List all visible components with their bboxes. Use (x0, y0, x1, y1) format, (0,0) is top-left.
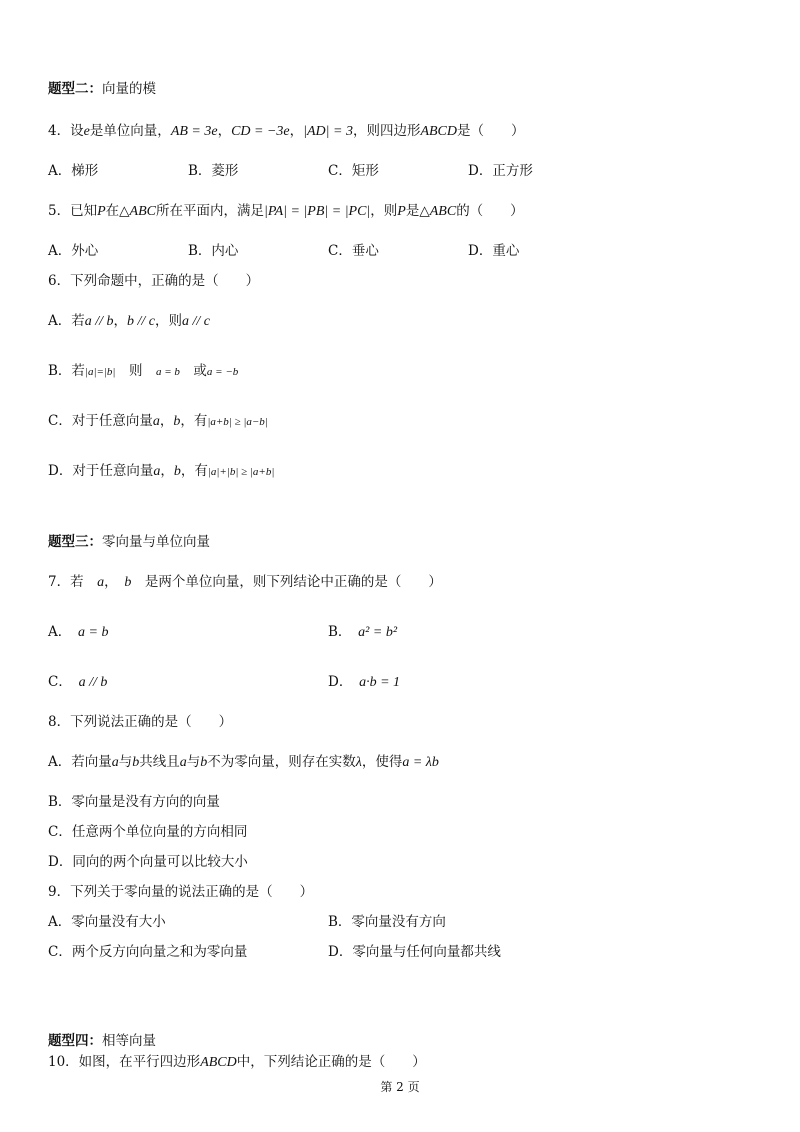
section-heading-4 (48, 1032, 156, 1050)
q9-option-a: A．零向量没有大小 (48, 914, 166, 930)
q8-option-c: C．任意两个单位向量的方向相同 (48, 824, 248, 840)
q4-option-b: B．菱形 (188, 163, 239, 179)
vector-e: e (83, 124, 90, 139)
q7-option-b: B． a² = b² (328, 624, 398, 640)
formula-cd: CD = −3e (231, 124, 290, 139)
q5-option-d: D．重心 (468, 243, 520, 259)
question-6-stem: 6．下列命题中，正确的是（ ） (48, 273, 260, 289)
q4-option-c: C．矩形 (328, 163, 379, 179)
q8-option-d: D．同向的两个向量可以比较大小 (48, 854, 248, 870)
page-number: 第 2 页 (380, 1080, 420, 1094)
q5-option-b: B．内心 (188, 243, 239, 259)
question-10-stem: 10．如图，在平行四边形ABCD中，下列结论正确的是（ ） (48, 1054, 426, 1070)
section-label: 题型二： (48, 81, 102, 97)
question-4-stem: 4．设e是单位向量，AB = 3e，CD = −3e，|AD| = 3，则四边形ABCD是（ ） (48, 123, 525, 139)
q6-option-d: D．对于任意向量a，b，有|a|+|b| ≥ |a+b| (48, 463, 275, 479)
formula-pa-pb-pc: |PA| = |PB| = |PC| (264, 204, 371, 219)
q9-option-c: C．两个反方向向量之和为零向量 (48, 944, 248, 960)
section-heading-2 (48, 80, 156, 98)
q7-option-d: D． a·b = 1 (328, 674, 401, 690)
q8-option-b: B．零向量是没有方向的向量 (48, 794, 220, 810)
question-5-stem: 5．已知P在△ABC所在平面内，满足|PA| = |PB| = |PC|，则P是△ABC的（ ） (48, 203, 524, 219)
q9-option-b: B．零向量没有方向 (328, 914, 446, 930)
q7-option-a: A． a = b (48, 624, 109, 640)
q9-option-d: D．零向量与任何向量都共线 (328, 944, 501, 960)
section-title: 相等向量 (102, 1033, 156, 1049)
section-label: 题型四： (48, 1033, 102, 1049)
q4-option-a: A．梯形 (48, 163, 99, 179)
formula-ad: |AD| = 3 (303, 124, 353, 139)
section-title: 向量的模 (102, 81, 156, 97)
section-label: 题型三： (48, 534, 102, 550)
section-heading-3 (48, 533, 210, 551)
question-9-stem: 9．下列关于零向量的说法正确的是（ ） (48, 884, 314, 900)
q6-option-c: C．对于任意向量a，b，有|a+b| ≥ |a−b| (48, 413, 268, 429)
section-title: 零向量与单位向量 (102, 534, 210, 550)
q5-option-c: C．垂心 (328, 243, 379, 259)
q7-option-c: C． a // b (48, 674, 108, 690)
formula-ab: AB = 3e (170, 124, 218, 139)
question-7-stem: 7．若 a， b 是两个单位向量，则下列结论中正确的是（ ） (48, 574, 442, 590)
q4-option-d: D．正方形 (468, 163, 533, 179)
q8-option-a: A．若向量a与b共线且a与b不为零向量，则存在实数λ，使得a = λb (48, 754, 439, 770)
q5-option-a: A．外心 (48, 243, 99, 259)
q6-option-b: B．若|a|=|b| 则 a = b 或a = −b (48, 363, 239, 379)
q6-option-a: A．若a // b，b // c，则a // c (48, 313, 211, 329)
question-8-stem: 8．下列说法正确的是（ ） (48, 714, 233, 730)
